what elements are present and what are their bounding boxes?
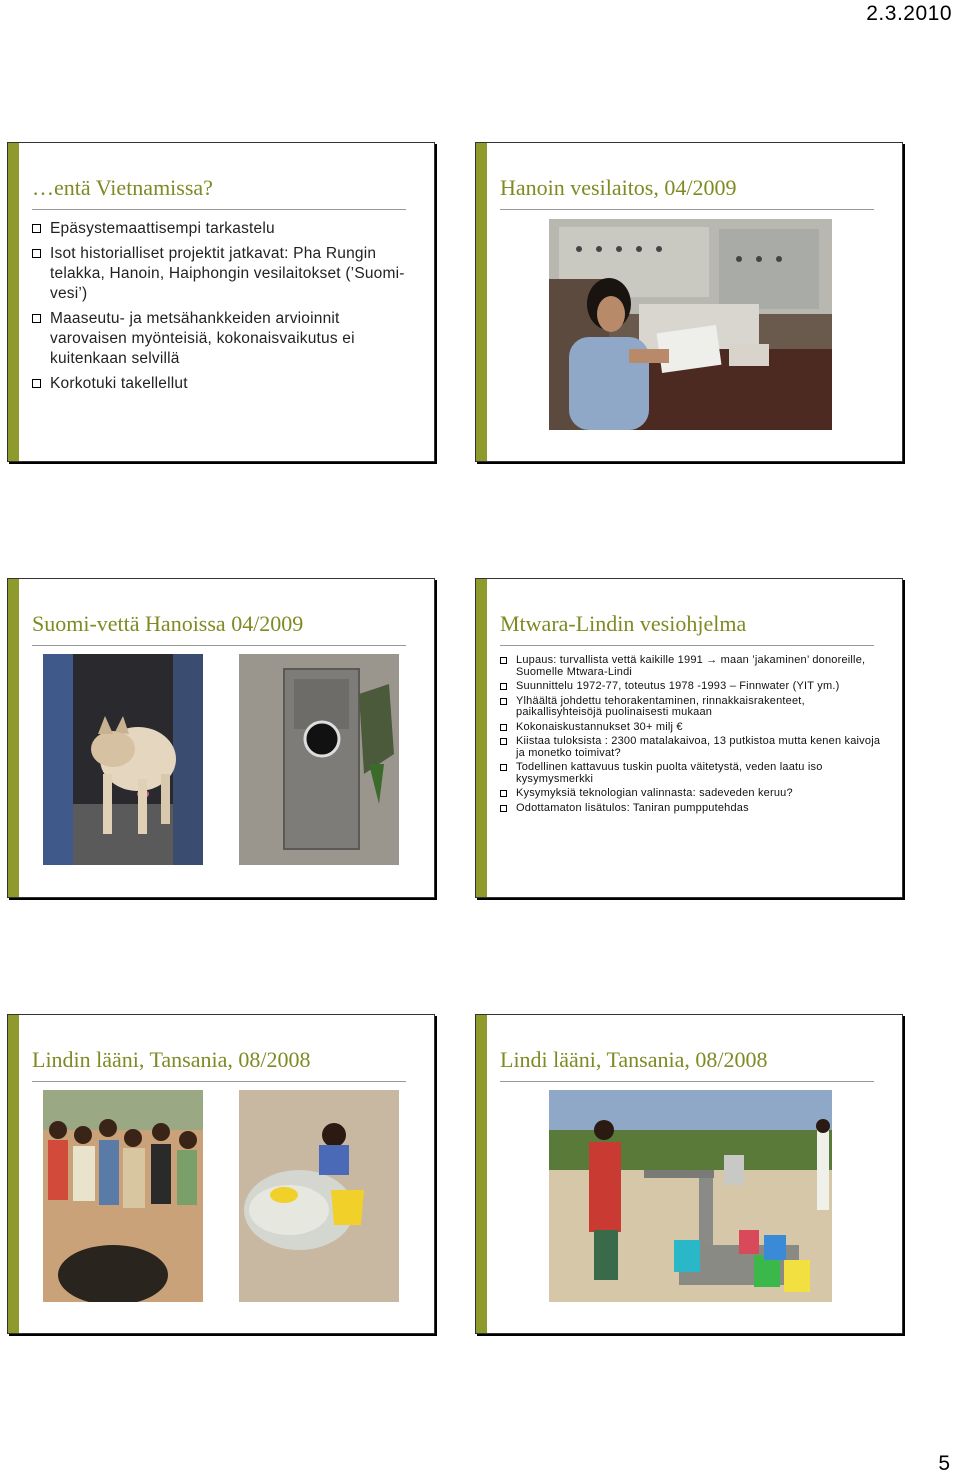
bullet-item: Odottamaton lisätulos: Taniran pumpputehdas [500,803,882,815]
slide-title: …entä Vietnamissa? [32,175,213,200]
slide-title: Hanoin vesilaitos, 04/2009 [500,175,737,200]
bullet-item: Todellinen kattavuus tuskin puolta väitetystä, veden laatu iso kysymysmerkki [500,762,882,785]
header-date: 2.3.2010 [866,2,952,25]
slide-mtwara-lindi-program [475,578,903,898]
accent-bar [8,579,19,897]
square-bullet-icon [500,790,507,797]
accent-bar [8,1015,19,1333]
hand-pump-photo [549,1090,832,1302]
bullet-item: Suunnittelu 1972-77, toteutus 1978 -1993 – Finnwater (YIT ym.) [500,681,882,693]
square-bullet-icon [32,314,41,323]
bullet-item: Ylhäältä johdettu tehorakentaminen, rinnakkaisrakenteet, paikallisyhteisöjä puolinaisesti mukaan [500,696,882,719]
square-bullet-icon [500,724,507,731]
square-bullet-icon [500,764,507,771]
accent-bar [476,1015,487,1333]
accent-bar [476,143,487,461]
bullet-item: Lupaus: turvallista vettä kaikille 1991 → maan ’jakaminen’ donoreille, Suomelle Mtwara-Lindi [500,655,882,678]
dog-photo [43,654,203,865]
title-rule [500,645,874,646]
accent-bar [8,143,19,461]
square-bullet-icon [500,683,507,690]
slide-vietnam [7,142,435,462]
slide-hanoi-waterworks [475,142,903,462]
bullet-item: Maaseutu- ja metsähankkeiden arvioinnit varovaisen myönteisiä, kokonaisvaikutus ei kuitenkaan selvillä [32,309,414,369]
square-bullet-icon [500,805,507,812]
bullet-item: Kiistaa tuloksista : 2300 matalakaivoa, 13 putkistoa mutta kenen kaivoja ja monetko toimivat? [500,736,882,759]
slide-lindi-pump [475,1014,903,1334]
bullet-list [500,655,882,817]
bullet-item: Isot historialliset projektit jatkavat: Pha Rungin telakka, Hanoin, Haiphongin vesilaitokset (’Suomi-vesi’) [32,244,414,304]
title-rule [500,1081,874,1082]
square-bullet-icon [500,738,507,745]
square-bullet-icon [32,249,41,258]
title-rule [32,209,406,210]
water-hole-photo [239,1090,399,1302]
slide-title: Mtwara-Lindin vesiohjelma [500,611,747,636]
square-bullet-icon [500,698,507,705]
control-room-photo [549,219,832,430]
slide-finnish-water-hanoi [7,578,435,898]
children-well-photo [43,1090,203,1302]
slide-title: Lindin lääni, Tansania, 08/2008 [32,1047,311,1072]
bullet-list [32,219,414,399]
accent-bar [476,579,487,897]
bullet-item: Epäsystemaattisempi tarkastelu [32,219,414,239]
bullet-item: Korkotuki takellellut [32,374,414,394]
slide-title: Lindi lääni, Tansania, 08/2008 [500,1047,768,1072]
title-rule [32,1081,406,1082]
square-bullet-icon [500,657,507,664]
bullet-item: Kysymyksiä teknologian valinnasta: sadeveden keruu? [500,788,882,800]
meter-box-photo [239,654,399,865]
slide-lindi-region [7,1014,435,1334]
square-bullet-icon [32,379,41,388]
slide-title: Suomi-vettä Hanoissa 04/2009 [32,611,304,636]
title-rule [32,645,406,646]
page-number: 5 [938,1452,950,1475]
bullet-item: Kokonaiskustannukset 30+ milj € [500,722,882,734]
title-rule [500,209,874,210]
square-bullet-icon [32,224,41,233]
